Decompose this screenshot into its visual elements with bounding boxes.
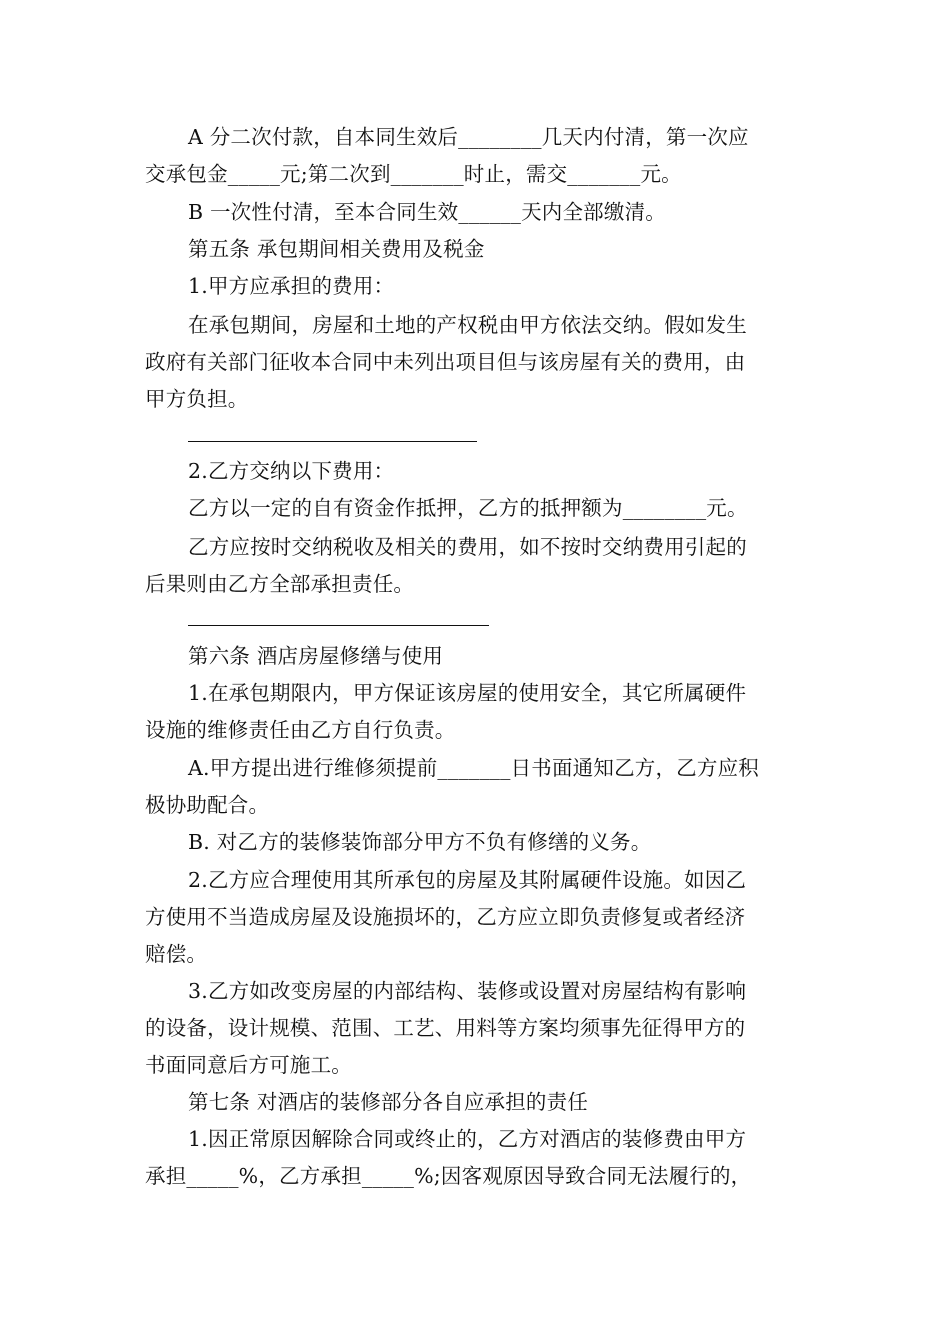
text-line: 1.在承包期限内，甲方保证该房屋的使用安全，其它所属硬件 (188, 681, 747, 705)
section-heading: 第七条 对酒店的装修部分各自应承担的责任 (188, 1090, 589, 1114)
blank-underline (188, 441, 477, 442)
blank-underline (188, 625, 489, 626)
text-line: 政府有关部门征收本合同中未列出项目但与该房屋有关的费用，由 (145, 350, 746, 374)
text-line: 赔偿。 (145, 942, 208, 966)
text-line: A 分二次付款，自本同生效后________几天内付清，第一次应 (188, 125, 749, 149)
text-line: 在承包期间，房屋和土地的产权税由甲方依法交纳。假如发生 (188, 313, 747, 337)
text-line: 甲方负担。 (145, 387, 249, 411)
text-line: 承担_____%，乙方承担_____%;因客观原因导致合同无法履行的， (145, 1164, 752, 1188)
text-line: 书面同意后方可施工。 (145, 1053, 352, 1077)
section-heading: 第五条 承包期间相关费用及税金 (188, 237, 485, 261)
text-line: 的设备，设计规模、范围、工艺、用料等方案均须事先征得甲方的 (145, 1016, 746, 1040)
text-line: B. 对乙方的装修装饰部分甲方不负有修缮的义务。 (188, 830, 652, 854)
text-line: A.甲方提出进行维修须提前_______日书面通知乙方，乙方应积 (188, 756, 759, 780)
text-line: 设施的维修责任由乙方自行负责。 (145, 718, 456, 742)
text-line: 1.甲方应承担的费用： (188, 274, 395, 298)
text-line: B 一次性付清，至本合同生效______天内全部缴清。 (188, 200, 666, 224)
text-line: 2.乙方应合理使用其所承包的房屋及其附属硬件设施。如因乙 (188, 868, 747, 892)
text-line: 交承包金_____元;第二次到_______时止，需交_______元。 (145, 162, 682, 186)
text-line: 1.因正常原因解除合同或终止的，乙方对酒店的装修费由甲方 (188, 1127, 747, 1151)
text-line: 极协助配合。 (145, 793, 270, 817)
text-line: 方使用不当造成房屋及设施损坏的，乙方应立即负责修复或者经济 (145, 905, 746, 929)
text-line: 乙方应按时交纳税收及相关的费用，如不按时交纳费用引起的 (188, 535, 747, 559)
text-line: 后果则由乙方全部承担责任。 (145, 572, 415, 596)
text-line: 3.乙方如改变房屋的内部结构、装修或设置对房屋结构有影响 (188, 979, 747, 1003)
text-line: 2.乙方交纳以下费用： (188, 459, 395, 483)
text-line: 乙方以一定的自有资金作抵押，乙方的抵押额为________元。 (188, 496, 748, 520)
section-heading: 第六条 酒店房屋修缮与使用 (188, 644, 444, 668)
